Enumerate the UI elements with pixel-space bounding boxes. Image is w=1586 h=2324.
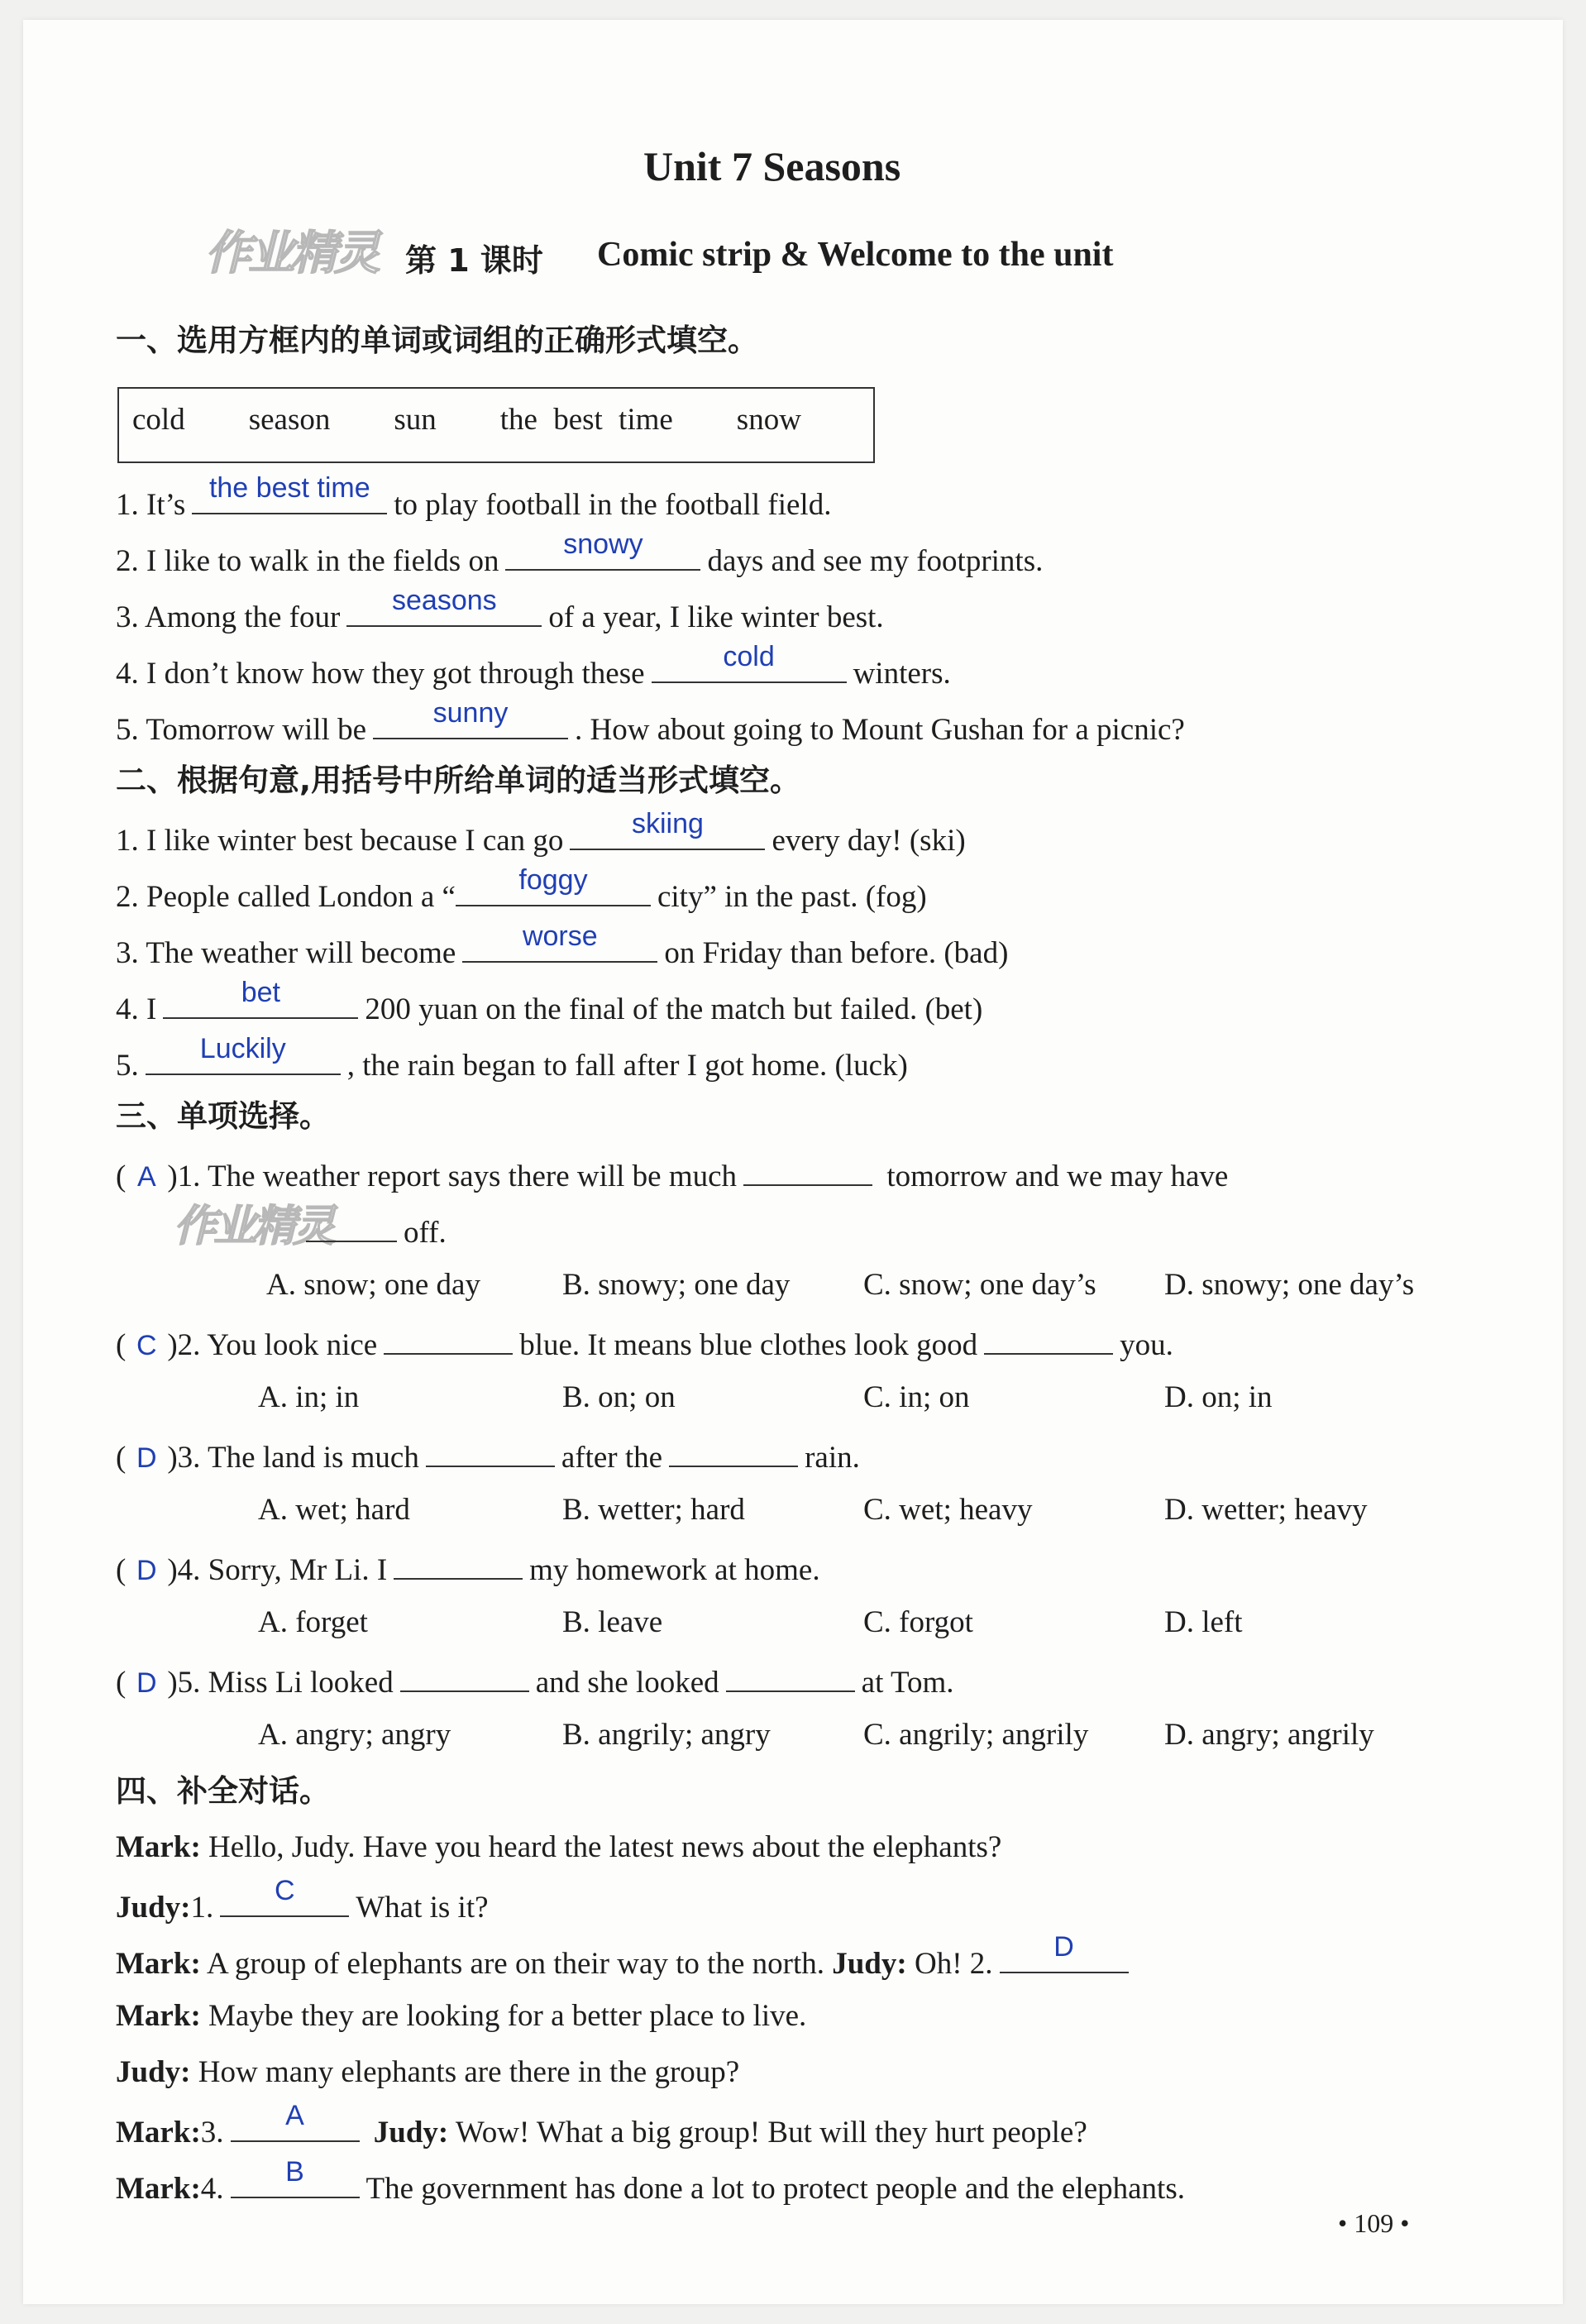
q4-option-a: A. forget — [258, 1605, 368, 1639]
speaker-judy: Judy — [373, 2116, 438, 2149]
speaker-mark: Mark — [116, 1947, 191, 1981]
q4-option-c: C. forgot — [863, 1605, 973, 1639]
section4-heading: 四、补全对话。 — [116, 1773, 330, 1809]
answer-text: cold — [723, 641, 775, 672]
s1-item-2: 2. I like to walk in the fields on snowy days and see my footprints. — [116, 538, 1043, 581]
answer-text: snowy — [563, 528, 643, 560]
answer-text: foggy — [518, 864, 588, 896]
choice-answer: A — [136, 1161, 156, 1193]
answer-text: C — [274, 1875, 295, 1906]
q4-option-d: D. left — [1164, 1605, 1243, 1639]
mc-question-4: ( D )4. Sorry, Mr Li. I my homework at home. — [116, 1547, 820, 1590]
section1-heading: 一、选用方框内的单词或词组的正确形式填空。 — [116, 323, 758, 358]
watermark-logo: 作业精灵 — [205, 227, 377, 280]
mc-question-3: ( D )3. The land is much after the rain. — [116, 1434, 860, 1478]
q5-option-c: C. angrily; angrily — [863, 1718, 1089, 1752]
q5-option-b: B. angrily; angry — [562, 1718, 771, 1752]
speaker-mark: Mark — [116, 1830, 191, 1864]
q1-option-a: A. snow; one day — [266, 1268, 480, 1302]
dialogue-line-5: Judy: How many elephants are there in the group? — [116, 2055, 740, 2089]
speaker-judy: Judy — [832, 1947, 897, 1981]
s1-item-5: 5. Tomorrow will be sunny . How about going to Mount Gushan for a picnic? — [116, 706, 1185, 750]
mc-question-1-cont: off. — [306, 1209, 447, 1253]
s1-item-1: 1. It’s the best time to play football in the football field. — [116, 481, 831, 525]
answer-text: D — [1053, 1931, 1074, 1963]
q5-option-d: D. angry; angrily — [1164, 1718, 1374, 1752]
q2-option-a: A. in; in — [258, 1380, 360, 1414]
q2-option-b: B. on; on — [562, 1380, 676, 1414]
dialogue-line-2: Judy:1. C What is it? — [116, 1884, 489, 1928]
speaker-mark: Mark — [116, 2172, 191, 2206]
q4-option-b: B. leave — [562, 1605, 663, 1639]
speaker-mark: Mark — [116, 2116, 191, 2149]
dialogue-line-1: Mark: Hello, Judy. Have you heard the latest news about the elephants? — [116, 1830, 1002, 1864]
dialogue-line-6: Mark:3. A Judy: Wow! What a big group! But will they hurt people? — [116, 2109, 1087, 2153]
s1-item-4: 4. I don’t know how they got through these cold winters. — [116, 650, 951, 694]
q5-option-a: A. angry; angry — [258, 1718, 451, 1752]
s2-item-3: 3. The weather will become worse on Friday than before. (bad) — [116, 930, 1008, 973]
choice-answer: D — [136, 1442, 157, 1474]
dialogue-line-3: Mark: A group of elephants are on their way to the north. Judy: Oh! 2. D — [116, 1940, 1135, 1984]
q1-option-c: C. snow; one day’s — [863, 1268, 1096, 1302]
s2-item-1: 1. I like winter best because I can go skiing every day! (ski) — [116, 817, 966, 861]
dialogue-line-7: Mark:4. B The government has done a lot to protect people and the elephants. — [116, 2165, 1185, 2209]
q3-option-a: A. wet; hard — [258, 1493, 410, 1527]
mc-question-1: ( A )1. The weather report says there will be much tomorrow and we may have — [116, 1153, 1228, 1197]
answer-text: bet — [241, 977, 280, 1008]
choice-answer: C — [136, 1330, 157, 1361]
choice-answer: D — [136, 1667, 157, 1699]
s2-item-5: 5. Luckily , the rain began to fall after I got home. (luck) — [116, 1042, 908, 1086]
answer-text: B — [285, 2156, 304, 2188]
q3-option-d: D. wetter; heavy — [1164, 1493, 1368, 1527]
s2-item-2: 2. People called London a “ foggy city” in the past. (fog) — [116, 873, 927, 917]
speaker-judy: Judy — [116, 2055, 181, 2089]
lesson-title: Comic strip & Welcome to the unit — [597, 236, 1114, 274]
s1-item-3: 3. Among the four seasons of a year, I like winter best. — [116, 594, 884, 638]
q3-option-b: B. wetter; hard — [562, 1493, 745, 1527]
q3-option-c: C. wet; heavy — [863, 1493, 1033, 1527]
s2-item-4: 4. I bet 200 yuan on the final of the match but failed. (bet) — [116, 986, 982, 1030]
q1-option-b: B. snowy; one day — [562, 1268, 791, 1302]
section2-heading: 二、根据句意,用括号中所给单词的适当形式填空。 — [116, 763, 801, 798]
answer-text: seasons — [392, 585, 497, 616]
word-box-words: cold season sun the best time snow — [132, 403, 801, 437]
answer-text: sunny — [432, 697, 509, 729]
choice-answer: D — [136, 1555, 157, 1586]
mc-question-5: ( D )5. Miss Li looked and she looked at Tom. — [116, 1659, 954, 1703]
answer-text: skiing — [631, 808, 704, 839]
dialogue-line-4: Mark: Maybe they are looking for a better place to live. — [116, 1999, 807, 2033]
q1-option-d: D. snowy; one day’s — [1164, 1268, 1415, 1302]
unit-title: Unit 7 Seasons — [643, 143, 901, 189]
section3-heading: 三、单项选择。 — [116, 1098, 330, 1134]
lesson-label: 第 1 课时 — [405, 242, 543, 279]
answer-text: Luckily — [199, 1033, 286, 1064]
q2-option-d: D. on; in — [1164, 1380, 1273, 1414]
answer-text: worse — [522, 921, 598, 952]
answer-text: A — [285, 2100, 304, 2131]
q2-option-c: C. in; on — [863, 1380, 970, 1414]
watermark-logo: 作业精灵 — [174, 1202, 333, 1251]
page-number: • 109 • — [1338, 2208, 1410, 2238]
mc-question-2: ( C )2. You look nice blue. It means blue clothes look good you. — [116, 1322, 1173, 1365]
speaker-mark: Mark — [116, 1999, 191, 2033]
answer-text: the best time — [208, 472, 370, 504]
speaker-judy: Judy — [116, 1891, 181, 1925]
